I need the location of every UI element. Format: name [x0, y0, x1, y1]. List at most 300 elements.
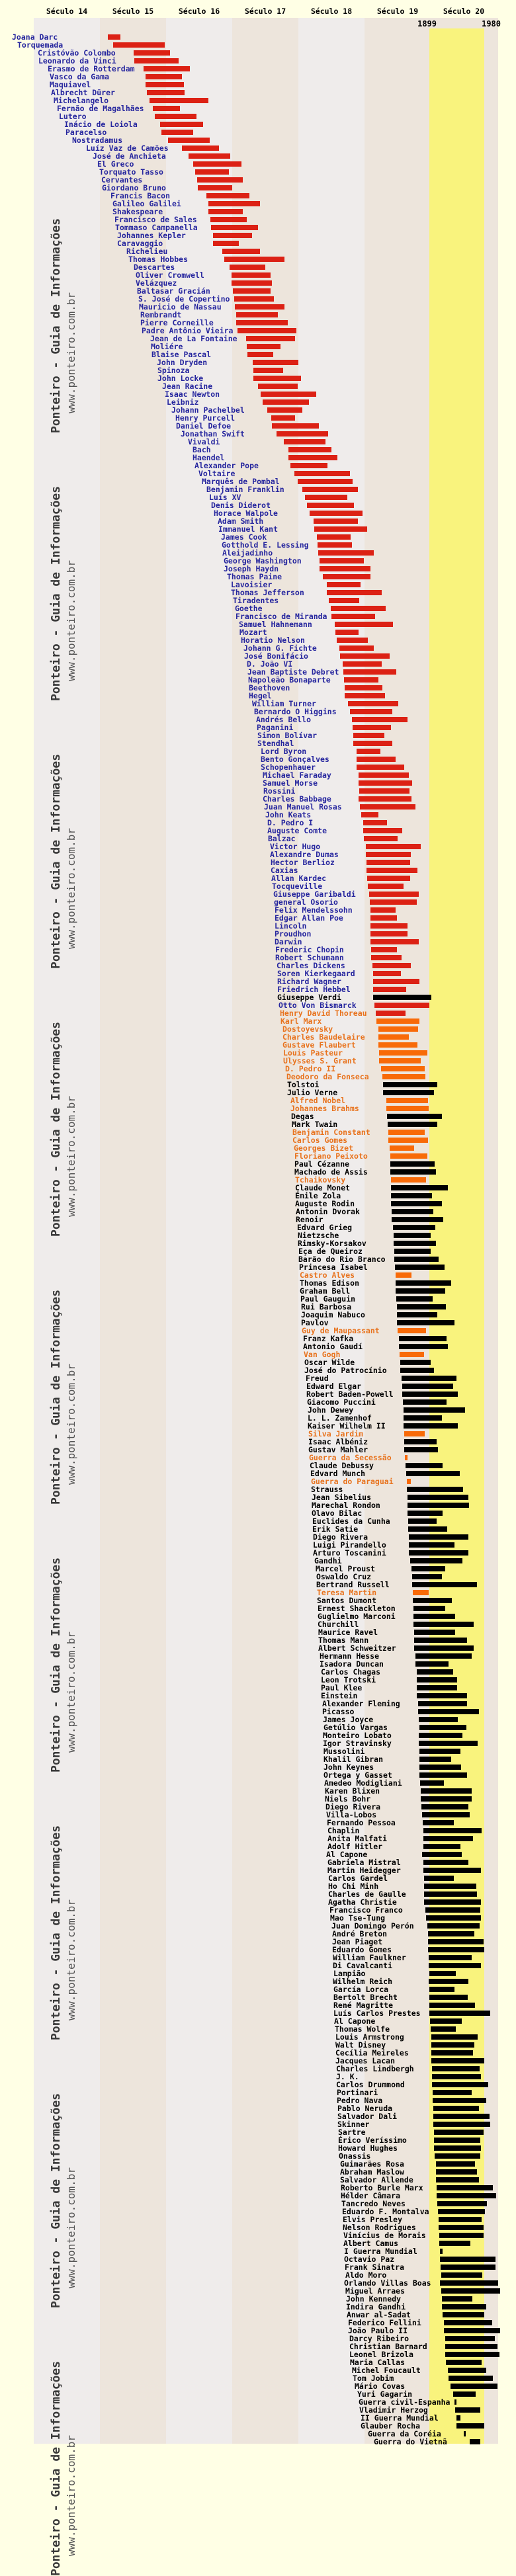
lifespan-bar [408, 1503, 469, 1508]
person-name-label: Freud [306, 1374, 329, 1383]
person-name-label: D. João VI [247, 659, 293, 669]
lifespan-bar [144, 66, 190, 71]
lifespan-bar [394, 1249, 431, 1254]
person-name-label: Claude Monet [295, 1183, 351, 1192]
lifespan-bar [431, 2050, 473, 2056]
lifespan-bar [404, 1439, 437, 1444]
lifespan-bar [213, 233, 252, 238]
lifespan-bar [331, 614, 375, 619]
person-name-label: Gustav Mahler [308, 1445, 368, 1454]
person-name-label: Onassis [339, 2151, 371, 2161]
lifespan-bar [210, 217, 247, 222]
lifespan-bar [335, 630, 359, 635]
person-name-label: William Turner [252, 699, 316, 708]
lifespan-bar [428, 1947, 484, 1952]
lifespan-bar [413, 1606, 445, 1611]
person-name-label: Vinícius de Morais [343, 2231, 426, 2240]
lifespan-bar [379, 1050, 427, 1056]
lifespan-bar [230, 265, 265, 270]
lifespan-bar [409, 1534, 468, 1540]
lifespan-bar [419, 1757, 451, 1762]
lifespan-bar [388, 1130, 425, 1135]
lifespan-bar [373, 995, 431, 1000]
person-name-label: Cristóvão Colombo [38, 48, 116, 58]
lifespan-bar [396, 1296, 433, 1302]
lifespan-bar [232, 280, 272, 286]
person-name-label: Georges Bizet [294, 1143, 354, 1153]
person-name-label: Dostoyevsky [282, 1024, 333, 1034]
person-name-label: José de Anchieta [93, 151, 166, 161]
lifespan-bar [436, 2169, 477, 2175]
lifespan-bar [357, 749, 380, 754]
lifespan-bar [431, 2034, 478, 2040]
lifespan-bar [388, 1138, 428, 1143]
person-name-label: Maurice Ravel [318, 1628, 378, 1637]
person-name-label: Auguste Rodin [295, 1199, 355, 1208]
lifespan-bar [449, 2376, 493, 2381]
lifespan-bar [376, 1011, 406, 1016]
lifespan-bar [429, 2011, 490, 2016]
person-name-label: Pierre Corneille [140, 318, 214, 327]
person-name-label: Anita Malfati [327, 1834, 388, 1843]
person-name-label: Charles Dickens [277, 961, 345, 970]
person-name-label: Degas [291, 1112, 314, 1121]
person-name-label: Baltasar Gracián [137, 286, 210, 296]
watermark-url-text[interactable]: www.ponteiro.com.br [65, 1095, 77, 1217]
lifespan-bar [182, 145, 219, 151]
lifespan-bar [402, 1376, 456, 1381]
lifespan-bar [413, 1614, 455, 1619]
lifespan-bar [213, 241, 239, 246]
person-name-label: Franz Kafka [303, 1334, 354, 1343]
lifespan-bar [409, 1550, 468, 1556]
person-name-label: Ortega y Gasset [323, 1770, 392, 1780]
person-name-label: Paracelso [65, 128, 107, 137]
lifespan-bar [208, 201, 260, 206]
watermark-url-text[interactable]: www.ponteiro.com.br [65, 1631, 77, 1753]
person-name-label: Blaise Pascal [151, 350, 212, 359]
lifespan-bar [428, 1939, 484, 1944]
person-name-label: Barão do Rio Branco [298, 1255, 386, 1264]
lifespan-bar [394, 1241, 436, 1246]
person-name-label: Antonin Dvorak [296, 1207, 360, 1216]
person-name-label: Howard Hughes [338, 2143, 398, 2153]
lifespan-bar [424, 1884, 476, 1889]
lifespan-bar [367, 876, 410, 881]
person-name-label: Federico Fellini [348, 2318, 421, 2327]
person-name-label: Vivaldi [188, 437, 220, 446]
lifespan-bar [437, 2185, 493, 2190]
lifespan-bar [379, 1058, 421, 1063]
person-name-label: Einstein [321, 1691, 358, 1700]
person-name-label: Al Capone [326, 1850, 368, 1859]
lifespan-bar [134, 50, 170, 56]
person-name-label: Friedrich Hebbel [277, 985, 351, 994]
person-name-label: Isaac Newton [165, 390, 220, 399]
person-name-label: Francisco de Sales [114, 215, 197, 224]
lifespan-bar [418, 1709, 479, 1714]
person-name-label: Hegel [249, 691, 272, 700]
person-name-label: Thomas Wolfe [335, 2024, 390, 2034]
lifespan-bar [406, 1471, 460, 1476]
person-name-label: Leon Trotski [321, 1675, 376, 1684]
lifespan-bar [431, 2026, 456, 2032]
person-name-label: Abraham Maslow [340, 2167, 404, 2177]
person-name-label: Adolf Hitler [327, 1842, 383, 1851]
person-name-label: Glauber Rocha [361, 2421, 421, 2431]
person-name-label: Otto Von Bismarck [279, 1001, 357, 1010]
watermark-ponteiro-text: Ponteiro - Guia de Informações [49, 485, 63, 701]
person-name-label: Soren Kierkegaard [277, 969, 355, 978]
person-name-label: Rembrandt [140, 310, 182, 319]
person-name-label: Henry Purcell [175, 413, 236, 423]
person-name-label: Carlos Gomes [292, 1136, 348, 1145]
lifespan-bar [421, 1804, 468, 1809]
person-name-label: Nelson Rodrigues [343, 2223, 416, 2232]
lifespan-bar [396, 1288, 445, 1294]
person-name-label: J. K. [336, 2072, 359, 2081]
person-name-label: Julio Verne [287, 1088, 338, 1097]
watermark-url-text[interactable]: www.ponteiro.com.br [65, 827, 77, 949]
century-band [100, 18, 166, 2444]
lifespan-bar [323, 574, 370, 579]
lifespan-bar [414, 1630, 455, 1635]
lifespan-bar [357, 765, 404, 770]
highlight-start-year-label: 1899 [417, 19, 437, 28]
lifespan-bar [267, 407, 302, 413]
lifespan-bar [399, 1344, 448, 1349]
lifespan-bar [438, 2209, 485, 2214]
person-name-label: Karl Marx [280, 1017, 322, 1026]
person-name-label: Van Gogh [304, 1350, 341, 1359]
person-name-label: Felix Mendelssohn [275, 905, 353, 915]
person-name-label: Joseph Haydn [224, 564, 279, 573]
person-name-label: João Paulo II [348, 2326, 408, 2335]
person-name-label: Oscar Wilde [304, 1358, 355, 1367]
lifespan-bar [440, 2257, 495, 2262]
lifespan-bar [423, 1844, 460, 1849]
person-name-label: Claude Debussy [310, 1461, 374, 1470]
person-name-label: Lutero [59, 112, 87, 121]
person-name-label: El Greco [97, 159, 134, 169]
person-name-label: Wilhelm Reich [333, 1977, 393, 1986]
person-name-label: Albrecht Dürer [51, 88, 115, 97]
person-name-label: Érico Veríssimo [338, 2136, 407, 2145]
lifespan-bar [404, 1415, 442, 1421]
lifespan-bar [382, 1074, 425, 1079]
lifespan-bar [350, 709, 392, 714]
lifespan-bar [456, 2415, 460, 2421]
person-name-label: Monteiro Lobato [323, 1731, 392, 1740]
lifespan-bar [331, 606, 386, 611]
lifespan-bar [451, 2384, 497, 2389]
lifespan-bar [234, 296, 274, 302]
person-name-label: Lampião [333, 1969, 366, 1978]
person-name-label: Moliére [151, 342, 183, 351]
century-label: Século 14 [46, 7, 88, 16]
person-name-label: Luigi Pirandello [313, 1540, 386, 1550]
lifespan-bar [134, 58, 179, 63]
person-name-label: Juan Domingo Perón [331, 1921, 414, 1931]
person-name-label: II Guerra Mundial [361, 2413, 439, 2423]
person-name-label: Lincoln [275, 921, 307, 931]
person-name-label: Immanuel Kant [218, 524, 279, 534]
person-name-label: Portinari [337, 2088, 378, 2097]
lifespan-bar [198, 185, 232, 190]
lifespan-bar [364, 836, 398, 841]
person-name-label: Fernão de Magalhães [57, 104, 144, 113]
watermark-url-text[interactable]: www.ponteiro.com.br [65, 2434, 77, 2556]
lifespan-bar [294, 471, 350, 476]
lifespan-bar [370, 939, 419, 944]
person-name-label: Thomas Edison [300, 1278, 360, 1288]
lifespan-bar [253, 360, 298, 365]
lifespan-bar [387, 1114, 442, 1119]
person-name-label: James Cook [221, 532, 267, 542]
person-name-label: Torquato Tasso [99, 167, 163, 177]
lifespan-bar [404, 1407, 465, 1413]
person-name-label: Rimsky-Korsakov [298, 1239, 366, 1248]
person-name-label: Tiradentes [233, 596, 279, 605]
person-name-label: Charles Baudelaire [282, 1032, 365, 1042]
lifespan-bar [436, 2177, 479, 2182]
person-name-label: Beethoven [249, 683, 290, 692]
lifespan-bar [398, 1328, 426, 1333]
person-name-label: Nietzsche [298, 1231, 339, 1240]
person-name-label: Strauss [311, 1485, 343, 1494]
person-name-label: Martin Heidegger [327, 1866, 401, 1875]
lifespan-bar [113, 42, 165, 48]
lifespan-bar [337, 638, 368, 643]
lifespan-bar [391, 1201, 442, 1206]
person-name-label: Ulysses S. Grant [283, 1056, 357, 1065]
person-name-label: Guerra civil-Espanha [359, 2397, 451, 2407]
lifespan-bar [448, 2368, 486, 2373]
lifespan-bar [371, 947, 397, 952]
lifespan-bar [370, 923, 408, 929]
watermark-url-text[interactable]: www.ponteiro.com.br [65, 292, 77, 413]
person-name-label: Elvis Presley [343, 2215, 403, 2224]
person-name-label: Octavio Paz [344, 2255, 395, 2264]
lifespan-bar [442, 2296, 472, 2302]
person-name-label: general Osorio [274, 897, 338, 907]
person-name-label: Edvard Grieg [297, 1223, 353, 1232]
lifespan-bar [412, 1582, 477, 1587]
person-name-label: Voltaire [198, 469, 236, 478]
lifespan-bar [445, 2336, 495, 2341]
lifespan-bar [340, 653, 390, 659]
person-name-label: Pavlov [301, 1318, 329, 1327]
person-name-label: Stendhal [257, 739, 294, 748]
lifespan-bar [464, 2431, 466, 2436]
person-name-label: Anwar al-Sadat [347, 2310, 411, 2319]
lifespan-bar [424, 1899, 481, 1905]
lifespan-bar [263, 399, 309, 405]
person-name-label: Aldo Moro [345, 2270, 387, 2280]
person-name-label: Graham Bell [300, 1286, 351, 1296]
lifespan-bar [366, 844, 421, 849]
person-name-label: Jean Piaget [332, 1937, 383, 1946]
lifespan-bar [236, 320, 288, 325]
lifespan-bar [432, 2066, 480, 2071]
person-name-label: Giacomo Puccini [307, 1397, 376, 1407]
lifespan-bar [253, 368, 283, 373]
watermark-url-text[interactable]: www.ponteiro.com.br [65, 1899, 77, 2020]
person-name-label: Erik Satie [312, 1524, 359, 1534]
person-name-label: Princesa Isabel [299, 1263, 368, 1272]
person-name-label: Tom Jobim [353, 2374, 394, 2383]
person-name-label: Giordano Bruno [102, 183, 166, 192]
lifespan-bar [233, 288, 271, 294]
person-name-label: Bento Gonçalves [261, 755, 329, 764]
person-name-label: Johann G. Fichte [243, 644, 317, 653]
person-name-label: Walt Disney [335, 2040, 386, 2050]
lifespan-bar [415, 1661, 449, 1667]
lifespan-bar [284, 439, 325, 444]
person-name-label: Simon Bolívar [257, 731, 318, 740]
person-name-label: Indira Gandhi [346, 2302, 406, 2311]
lifespan-bar [386, 1106, 429, 1111]
lifespan-bar [417, 1677, 457, 1683]
lifespan-bar [424, 1891, 477, 1897]
lifespan-bar [359, 772, 409, 778]
lifespan-bar [440, 2249, 443, 2254]
lifespan-bar [414, 1638, 467, 1643]
person-name-label: Ho Chi Minh [328, 1882, 379, 1891]
person-name-label: Samuel Morse [263, 778, 318, 788]
person-name-label: Richard Wagner [277, 977, 341, 986]
watermark-url-text[interactable]: www.ponteiro.com.br [65, 560, 77, 681]
person-name-label: I Guerra Mundial [344, 2247, 417, 2256]
person-name-label: Adam Smith [218, 517, 264, 526]
lifespan-bar [432, 2082, 488, 2087]
lifespan-bar [404, 1447, 438, 1452]
person-name-label: José do Patrocínio [304, 1366, 387, 1375]
person-name-label: Machado de Assis [294, 1167, 368, 1177]
person-name-label: Leibniz [167, 397, 199, 407]
lifespan-bar [443, 2312, 484, 2317]
lifespan-bar [146, 82, 184, 87]
person-name-label: Thomas Mann [318, 1636, 369, 1645]
person-name-label: Picasso [322, 1707, 355, 1716]
person-name-label: Cecília Meireles [335, 2048, 409, 2057]
lifespan-bar [369, 892, 419, 897]
lifespan-bar [413, 1590, 429, 1595]
person-name-label: Napoleão Bonaparte [248, 675, 331, 685]
person-name-label: Mussolini [323, 1747, 365, 1756]
lifespan-bar [402, 1392, 458, 1397]
person-name-label: Marquês de Pombal [202, 477, 280, 486]
lifespan-bar [391, 1193, 432, 1198]
lifespan-bar [404, 1431, 425, 1436]
lifespan-bar [405, 1455, 408, 1460]
lifespan-bar [445, 2352, 499, 2357]
lifespan-bar [454, 2399, 456, 2405]
person-name-label: Darcy Ribeiro [349, 2334, 409, 2343]
person-name-label: Inácio de Loiola [64, 120, 138, 129]
person-name-label: Guerra do Paraguai [311, 1477, 394, 1486]
person-name-label: Edgar Allan Poe [275, 913, 343, 923]
lifespan-bar [423, 1860, 468, 1865]
lifespan-bar [433, 2122, 490, 2127]
lifespan-bar [314, 526, 367, 532]
watermark-url-text[interactable]: www.ponteiro.com.br [65, 2167, 77, 2288]
person-name-label: Victor Hugo [270, 842, 321, 851]
person-name-label: Giuseppe Verdi [277, 993, 341, 1002]
lifespan-bar [353, 725, 391, 730]
person-name-label: Mário Covas [355, 2382, 406, 2391]
person-name-label: Jonathan Swift [181, 429, 245, 438]
person-name-label: André Breton [332, 1929, 388, 1938]
watermark-ponteiro-text: Ponteiro - Guia de Informações [49, 753, 63, 969]
lifespan-bar [404, 1423, 458, 1429]
lifespan-bar [392, 1209, 433, 1214]
lifespan-bar [363, 828, 402, 833]
lifespan-bar [370, 915, 397, 921]
person-name-label: Luís XV [209, 493, 241, 502]
lifespan-bar [442, 2304, 486, 2309]
lifespan-bar [395, 1265, 445, 1270]
lifespan-bar [290, 463, 327, 468]
watermark-url-text[interactable]: www.ponteiro.com.br [65, 1363, 77, 1485]
lifespan-bar [335, 622, 393, 627]
lifespan-bar [343, 661, 382, 667]
lifespan-bar [420, 1780, 444, 1786]
lifespan-bar [427, 1923, 480, 1929]
person-name-label: Antonio Gaudí [303, 1342, 363, 1351]
person-name-label: Isadora Duncan [320, 1659, 384, 1669]
lifespan-bar [439, 2233, 484, 2238]
person-name-label: Michael Faraday [263, 770, 331, 780]
lifespan-bar [400, 1368, 434, 1373]
lifespan-bar [153, 106, 180, 111]
lifespan-bar [373, 971, 401, 976]
person-name-label: Sartre [338, 2128, 366, 2137]
lifespan-bar [413, 1598, 452, 1603]
person-name-label: Olavo Bilac [312, 1509, 363, 1518]
person-name-label: Proudhon [275, 929, 312, 938]
person-name-label: José Bonifácio [244, 651, 308, 661]
person-name-label: Agatha Christie [328, 1897, 397, 1907]
lifespan-bar [352, 717, 408, 722]
lifespan-bar [310, 511, 363, 516]
person-name-label: Mao Tse-Tung [330, 1913, 386, 1923]
person-name-label: Igor Stravinsky [323, 1739, 392, 1748]
lifespan-bar [373, 979, 419, 984]
person-name-label: Villa-Lobos [326, 1810, 377, 1819]
lifespan-bar [410, 1558, 462, 1563]
lifespan-bar [397, 1304, 446, 1309]
lifespan-bar [366, 860, 410, 865]
person-name-label: Robert Schumann [275, 953, 344, 962]
person-name-label: Lavoisier [231, 580, 273, 589]
lifespan-bar [195, 169, 229, 175]
lifespan-bar [419, 1733, 462, 1738]
person-name-label: Paul Cézanne [294, 1159, 350, 1169]
lifespan-bar [271, 415, 295, 421]
person-name-label: Tchaikovsky [295, 1175, 346, 1184]
lifespan-bar [436, 2161, 475, 2167]
lifespan-bar [318, 542, 352, 548]
person-name-label: Guy de Maupassant [302, 1326, 380, 1335]
lifespan-bar [400, 1352, 424, 1357]
person-name-label: Arturo Toscanini [313, 1548, 386, 1558]
person-name-label: Eduardo Gomes [332, 1945, 392, 1954]
person-name-label: Getúlio Vargas [323, 1723, 388, 1732]
century-label: Século 16 [178, 7, 220, 16]
lifespan-bar [392, 1217, 443, 1222]
person-name-label: Michel Foucault [352, 2366, 421, 2375]
